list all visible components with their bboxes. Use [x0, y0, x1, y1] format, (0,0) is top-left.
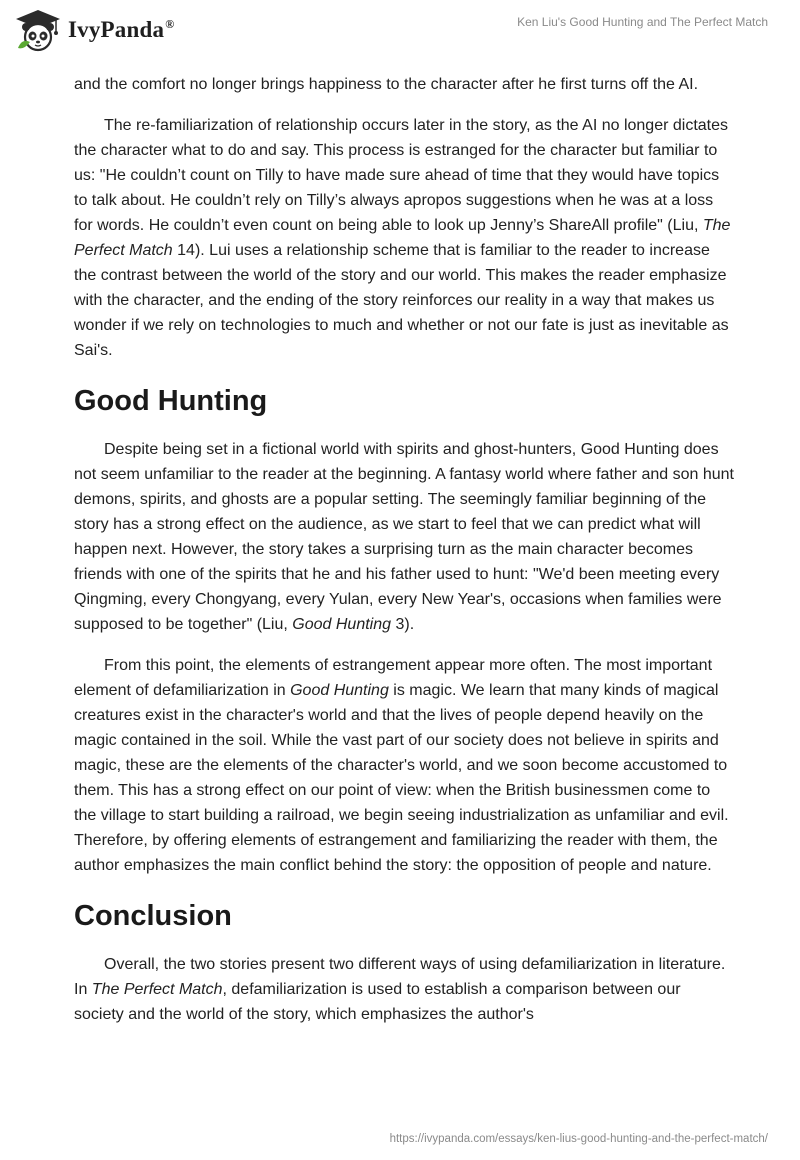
paragraph-2-part-b: 14). Lui uses a relationship scheme that is familiar to the reader to increase the contrast between the world of the story and our world. This makes the reader emphasize with the character, and the ending of the story reinforces our reality in a way that makes us wonder if we rely on technologies to much and whether or not our fate is just as inevitable as Sai's.	[74, 242, 729, 359]
section-heading-conclusion: Conclusion	[74, 900, 232, 932]
paragraph-3-part-b: 3).	[391, 616, 415, 633]
paragraph-4-title: Good Hunting	[290, 682, 389, 699]
paragraph-3	[74, 437, 734, 637]
logo-wordmark	[68, 17, 174, 43]
paragraph-3-part-a: Despite being set in a fictional world with spirits and ghost-hunters, Good Hunting does not seem unfamiliar to the reader at the beginning. A fantasy world where father and son hunt demons, spirits, and ghosts are a popular setting. The seemingly familiar beginning of the story has a strong effect on the audience, as we start to feel that we can predict what will happen next. However, the story takes a surprising turn as the main character becomes friends with one of the spirits that he and his father used to hunt: "We'd been meeting every Qingming, every Chongyang, every Yulan, every New Year's, occasions when families were supposed to be together" (Liu,	[74, 441, 734, 633]
paragraph-5	[74, 952, 734, 1027]
section-heading-good-hunting: Good Hunting	[74, 385, 268, 417]
paragraph-4-part-b: is magic. We learn that many kinds of magical creatures exist in the character's world and that the lives of people depend heavily on the magic contained in the soil. While the vast part of our society does not believe in spirits and magic, these are the elements of the character's world, and we soon become accustomed to them. This has a strong effect on our point of view: when the British businessmen come to the village to start building a railroad, we begin seeing industrialization as unfamiliar and evil. Therefore, by offering elements of estrangement and familiarizing the reader with them, the author emphasizes the main conflict behind the story: the opposition of people and nature.	[74, 682, 729, 874]
source-url-link[interactable]: https://ivypanda.com/essays/ken-lius-good-hunting-and-the-perfect-match/	[389, 1133, 768, 1145]
paragraph-4-part-a: From this point, the elements of estrangement appear more often. The most important element of defamiliarization in	[74, 657, 713, 699]
paragraph-3-title: Good Hunting	[292, 616, 392, 633]
paragraph-1: and the comfort no longer brings happiness to the character after he first turns off the AI.	[74, 76, 699, 93]
document-title: Ken Liu's Good Hunting and The Perfect Match	[517, 15, 768, 29]
logo-registered-mark: ®	[165, 17, 175, 32]
panda-graduate-icon	[14, 8, 62, 52]
paragraph-5-part-b: , defamiliarization is used to establish a comparison between our society and the world of the story, which emphasizes the author's	[74, 981, 681, 1023]
paragraph-4	[74, 653, 734, 878]
logo-name: IvyPanda	[68, 17, 165, 42]
paragraph-2-title: The Perfect Match	[74, 217, 731, 259]
paragraph-2-part-a: The re-familiarization of relationship occurs later in the story, as the AI no longer dictates the character what to do and say. This process is estranged for the character but familiar to us: "He couldn’t count on Tilly to have made sure ahead of time that they would have topics to talk about. He couldn’t rely on Tilly’s always apropos suggestions when he was at a loss for words. He couldn’t even count on being able to look up Jenny’s ShareAll profile" (Liu,	[74, 117, 729, 234]
paragraph-2	[74, 113, 734, 363]
paragraph-5-title: The Perfect Match	[91, 981, 223, 998]
essay-body	[74, 72, 734, 1027]
ivypanda-logo[interactable]	[14, 8, 174, 52]
page-header	[0, 0, 800, 64]
paragraph-5-part-a: Overall, the two stories present two different ways of using defamiliarization in literature. In	[74, 956, 726, 998]
